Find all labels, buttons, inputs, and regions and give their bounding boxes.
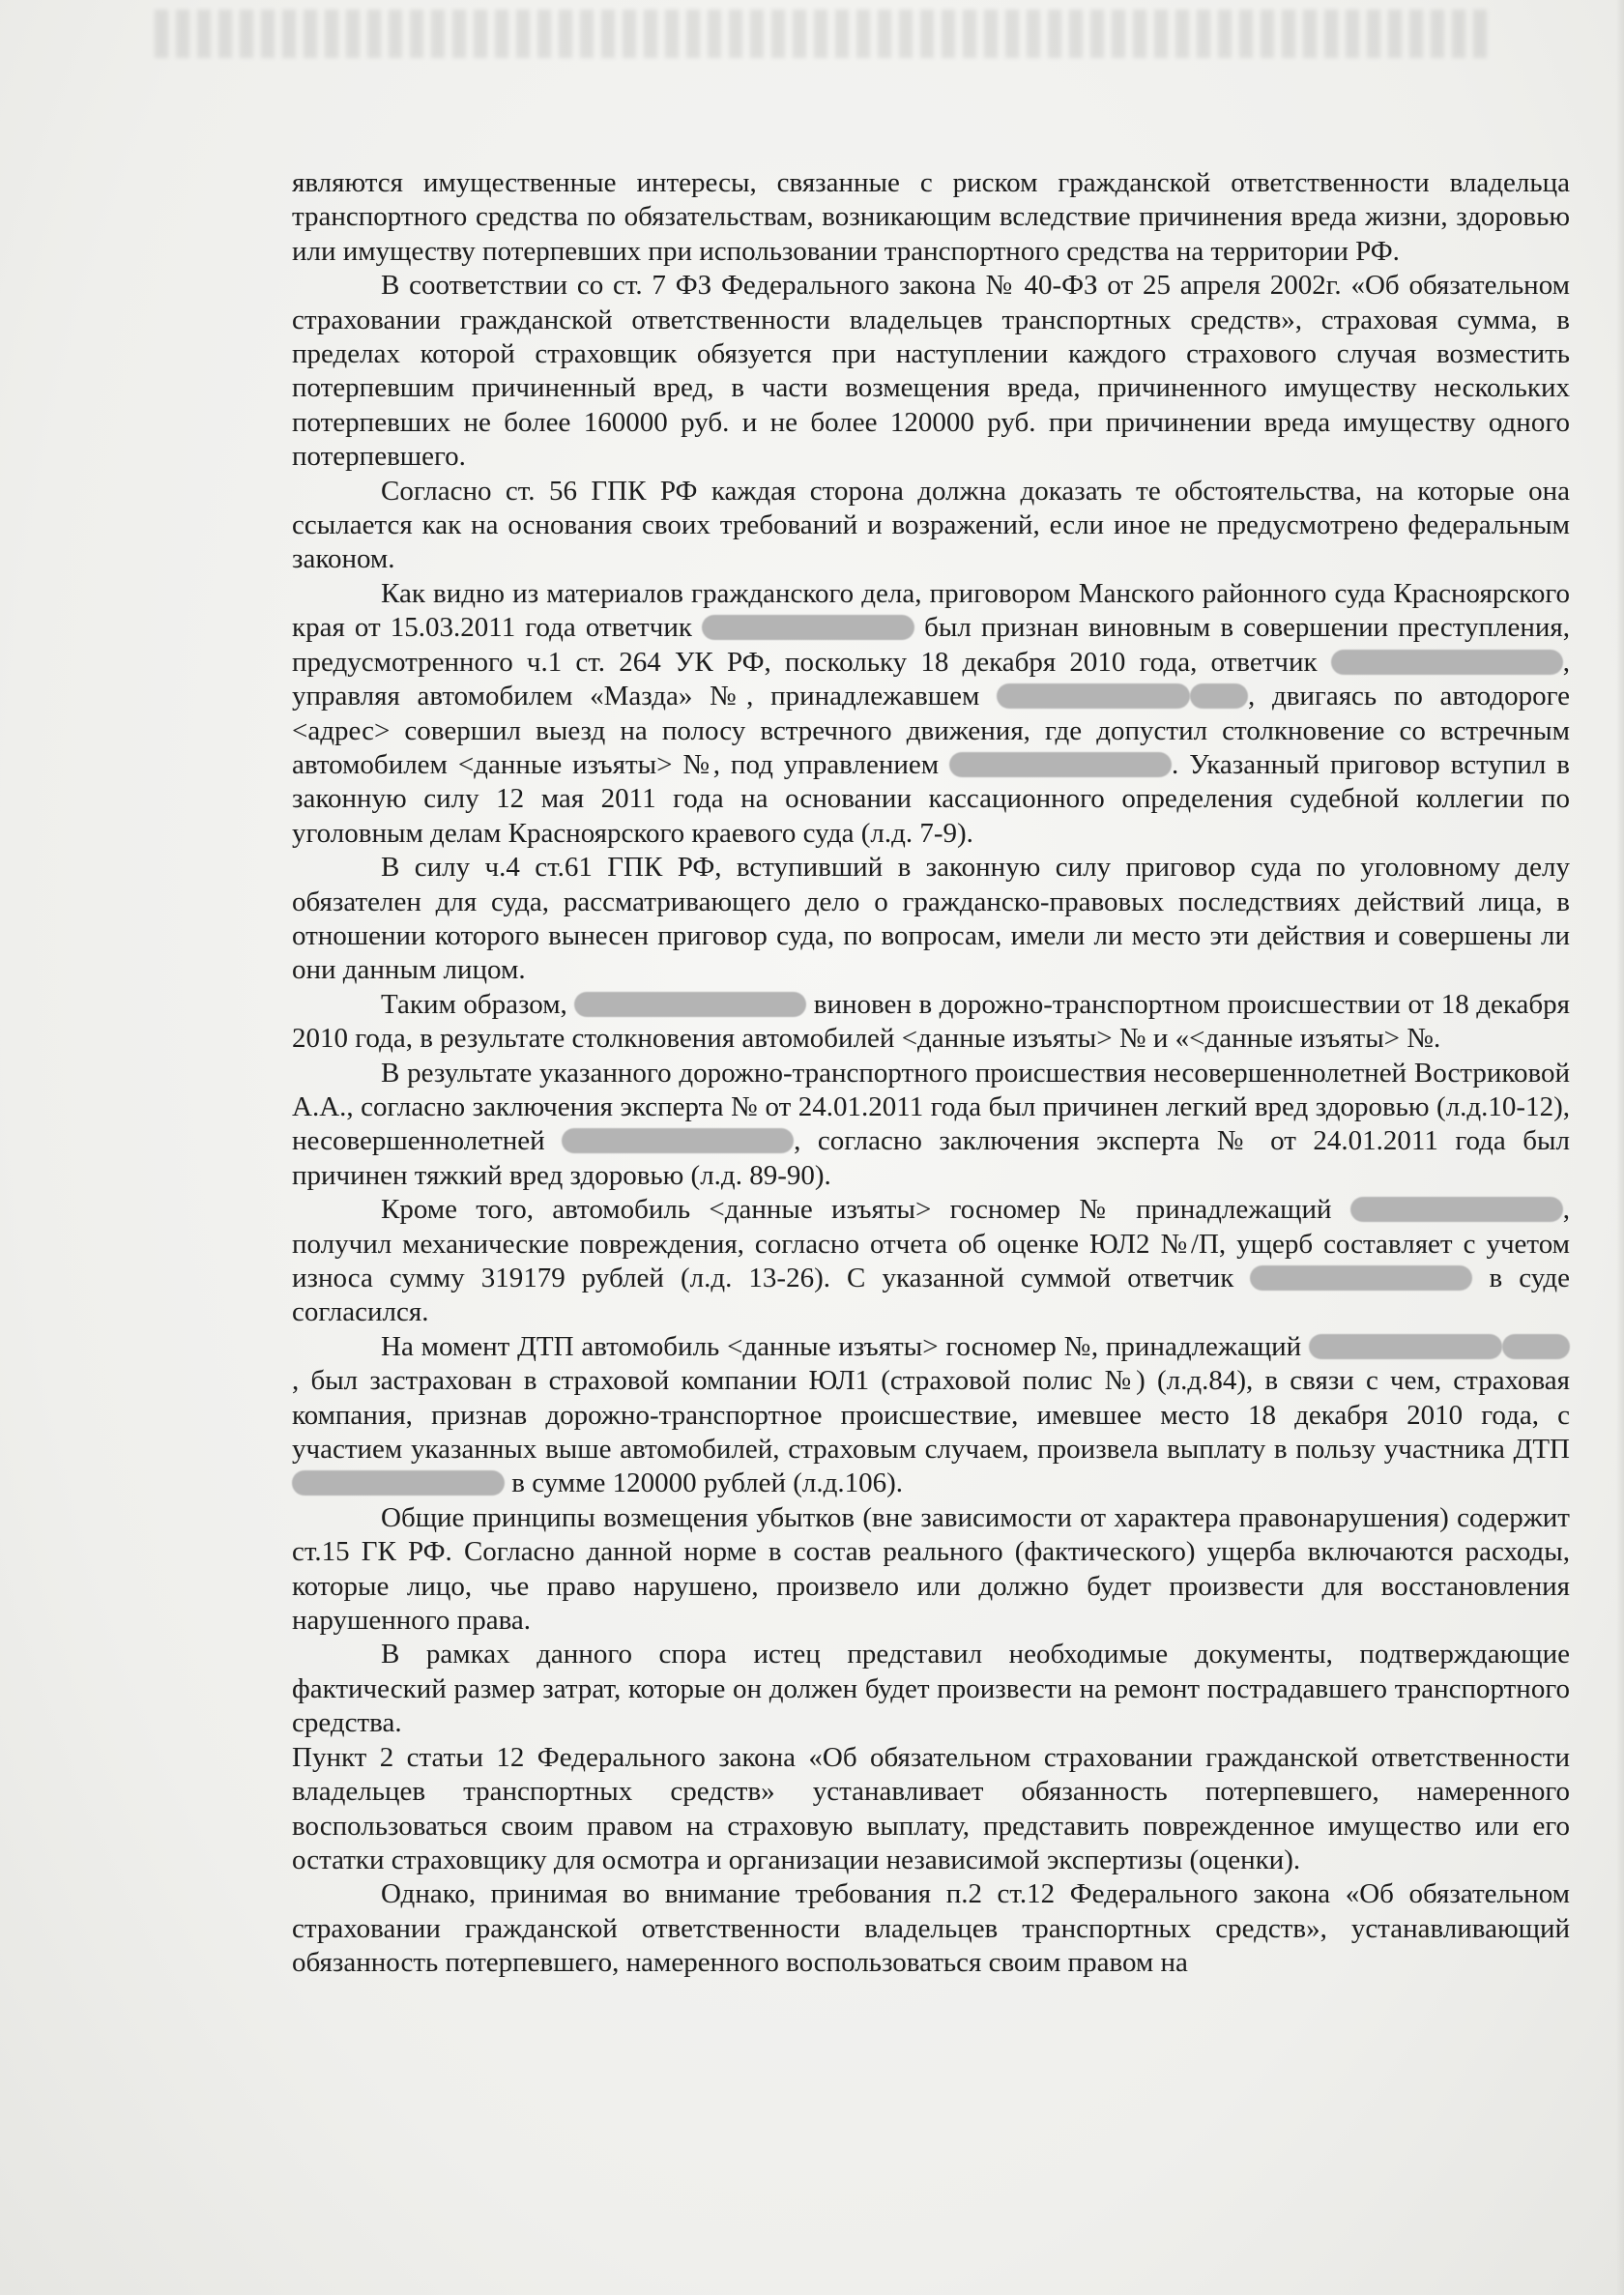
paragraph-text: В соответствии со ст. 7 ФЗ Федерального закона № 40-ФЗ от 25 апреля 2002г. «Об обязательном страховании гражданской ответственности владельцев транспортных средств», страховая сумма, в пределах которой страховщик обязуется при наступлении каждого страхового случая возместить потерпевшим причиненный вред, в части возмещения вреда, причиненного имуществу нескольких потерпевших не более 160000 руб. и не более 120000 руб. при причинении вреда имуществу одного потерпевшего. bbox=[292, 270, 1570, 473]
paragraph bbox=[292, 1741, 1570, 1878]
paragraph-text: виновен в дорожно-транспортном происшествии от 18 декабря 2010 года, в результате столкновения автомобилей <данные изъяты> № и «<данные изъяты> №. bbox=[292, 988, 1570, 1055]
redacted-name bbox=[1309, 1334, 1502, 1359]
paragraph bbox=[292, 166, 1570, 269]
paragraph-text: , согласно заключения эксперта № от 24.01.2011 года был причинен тяжкий вред здоровью (л.д. 89-90). bbox=[292, 1125, 1570, 1191]
paragraph-text: . Указанный приговор вступил в законную силу 12 мая 2011 года на основании кассационного определения судебной коллегии по уголовным делам Красноярского краевого суда (л.д. 7-9). bbox=[292, 748, 1570, 849]
paragraph bbox=[292, 1057, 1570, 1194]
paragraph bbox=[292, 1877, 1570, 1980]
paragraph-text: , управляя автомобилем «Мазда» №, принадлежавшем bbox=[292, 646, 1570, 712]
paragraph bbox=[292, 577, 1570, 851]
paragraph-text: в суде согласился. bbox=[292, 1263, 1571, 1328]
paragraph bbox=[292, 988, 1570, 1057]
paragraph bbox=[292, 851, 1570, 988]
redacted-name bbox=[1502, 1334, 1570, 1359]
paragraph-text: Таким образом, bbox=[381, 988, 575, 1020]
paragraph-text: , двигаясь по автодороге <адрес> совершил выезд на полосу встречного движения, где допустил столкновение со встречным автомобилем <данные изъяты> №, под управлением bbox=[292, 681, 1570, 780]
redacted-name bbox=[292, 1470, 505, 1496]
paragraph-text: Однако, принимая во внимание требования п.2 ст.12 Федерального закона «Об обязательном страховании гражданской ответственности владельцев транспортных средств», устанавливающий обязанность потерпевшего, намеренного воспользоваться своим правом на bbox=[292, 1878, 1570, 1979]
paragraph bbox=[292, 1330, 1570, 1501]
redacted-name bbox=[702, 615, 914, 640]
paragraph-text: , был застрахован в страховой компании ЮЛ1 (страховой полис №) (л.д.84), в связи с чем, страховая компания, признав дорожно-транспортное происшествие, имевшее место 18 декабря 2010 года, с участием указанных выше автомобилей, страховым случаем, произвела выплату в пользу участника ДТП bbox=[292, 1365, 1570, 1466]
scan-edge-shadow bbox=[1616, 0, 1624, 2295]
redacted-name bbox=[997, 683, 1190, 709]
redacted-name bbox=[949, 752, 1172, 777]
redacted-name bbox=[1190, 683, 1248, 709]
paragraph-text: Согласно ст. 56 ГПК РФ каждая сторона должна доказать те обстоятельства, на которые она ссылается как на основания своих требований и возражений, если иное не предусмотрено федеральным законом. bbox=[292, 475, 1570, 575]
paragraph bbox=[292, 269, 1570, 474]
redacted-name bbox=[1350, 1197, 1563, 1222]
redacted-name bbox=[1250, 1265, 1472, 1291]
redacted-name bbox=[562, 1128, 794, 1153]
paragraph bbox=[292, 1193, 1570, 1330]
bleed-through-text bbox=[155, 10, 1489, 58]
paragraph-text: был признан виновным в совершении преступления, предусмотренного ч.1 ст. 264 УК РФ, поскольку 18 декабря 2010 года, ответчик bbox=[292, 612, 1571, 678]
paragraph-text: В рамках данного спора истец представил необходимые документы, подтверждающие фактический размер затрат, которые он должен будет произвести на ремонт пострадавшего транспортного средства. bbox=[292, 1639, 1570, 1739]
paragraph-text: Общие принципы возмещения убытков (вне зависимости от характера правонарушения) содержит ст.15 ГК РФ. Согласно данной норме в состав реального (фактического) ущерба включаются расходы, которые лицо, чье право нарушено, произвело или должно будет произвести для восстановления нарушенного права. bbox=[292, 1501, 1570, 1637]
paragraph-text: в сумме 120000 рублей (л.д.106). bbox=[505, 1467, 904, 1499]
paragraph-text: Пункт 2 статьи 12 Федерального закона «Об обязательном страховании гражданской ответственности владельцев транспортных средств» устанавливает обязанность потерпевшего, намеренного воспользоваться своим правом на страховую выплату, представить поврежденное имущество или его остатки страховщику для осмотра и организации независимой экспертизы (оценки). bbox=[292, 1741, 1570, 1875]
paragraph-text: В результате указанного дорожно-транспортного происшествия несовершеннолетней Востриковой А.А., согласно заключения эксперта № от 24.01.2011 года был причинен легкий вред здоровью (л.д.10-12), несовершеннолетней bbox=[292, 1057, 1570, 1157]
paragraph bbox=[292, 1501, 1570, 1639]
paragraph bbox=[292, 1638, 1570, 1740]
paragraph-text: В силу ч.4 ст.61 ГПК РФ, вступивший в законную силу приговор суда по уголовному делу обязателен для суда, рассматривающего дело о гражданско-правовых последствиях действий лица, в отношении которого вынесен приговор суда, по вопросам, имели ли место эти действия и совершены ли они данным лицом. bbox=[292, 852, 1570, 986]
paragraph-text: являются имущественные интересы, связанные с риском гражданской ответственности владельца транспортного средства по обязательствам, возникающим вследствие причинения вреда жизни, здоровью или имуществу потерпевших при использовании транспортного средства на территории РФ. bbox=[292, 167, 1570, 267]
paragraph-text: Как видно из материалов гражданского дела, приговором Манского районного суда Красноярского края от 15.03.2011 года ответчик bbox=[292, 577, 1570, 644]
document-body bbox=[292, 166, 1570, 1981]
paragraph-text: На момент ДТП автомобиль <данные изъяты> госномер №, принадлежащий bbox=[381, 1330, 1309, 1362]
redacted-name bbox=[574, 992, 806, 1017]
paragraph bbox=[292, 475, 1570, 577]
paragraph-text: , получил механические повреждения, согласно отчета об оценке ЮЛ2 №/П, ущерб составляет с учетом износа сумму 319179 рублей (л.д. 13-26). С указанной суммой ответчик bbox=[292, 1194, 1570, 1293]
redacted-name bbox=[1331, 650, 1563, 675]
paragraph-text: Кроме того, автомобиль <данные изъяты> госномер № принадлежащий bbox=[381, 1194, 1350, 1226]
